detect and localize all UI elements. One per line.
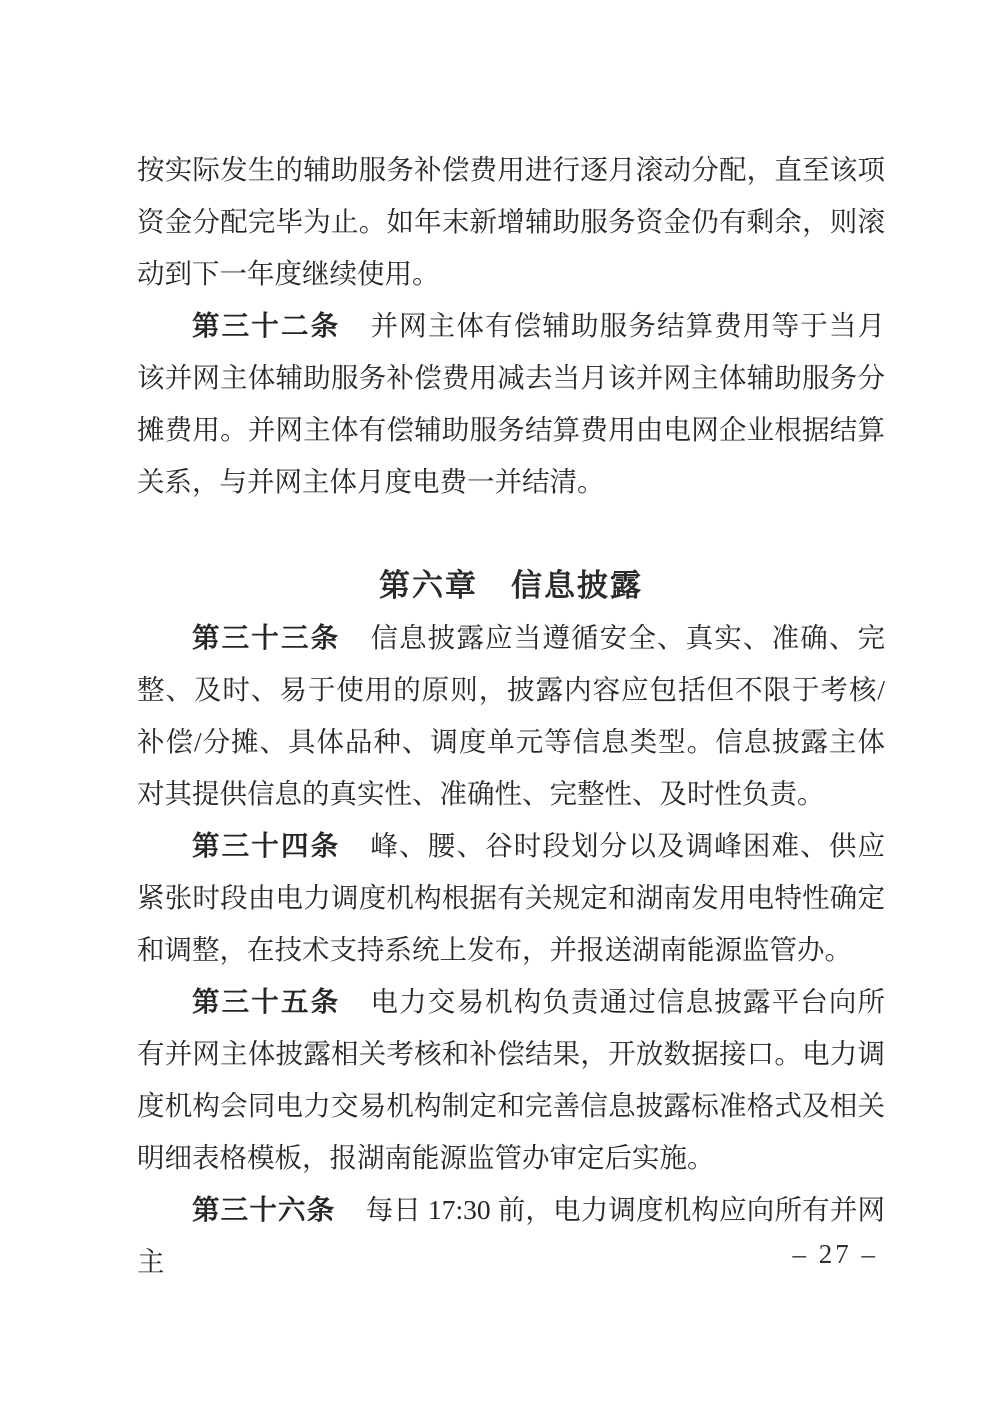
paragraph-text: 电力交易机构负责通过信息披露平台向所有并网主体披露相关考核和补偿结果，开放数据接口。电力调度机构会同电力交易机构制定和完善信息披露标准格式及相关明细表格模板，报湖南能源监管办审定后实施。: [137, 986, 886, 1173]
paragraph-text: 按实际发生的辅助服务补偿费用进行逐月滚动分配，直至该项资金分配完毕为止。如年末新增辅助服务资金仍有剩余，则滚动到下一年度继续使用。: [137, 154, 885, 289]
paragraph: [137, 144, 885, 300]
paragraph: [137, 612, 885, 820]
article-number: 第三十四条: [192, 830, 341, 861]
paragraph-text: 信息披露应当遵循安全、真实、准确、完整、及时、易于使用的原则，披露内容应包括但不限于考核/补偿/分摊、具体品种、调度单元等信息类型。信息披露主体对其提供信息的真实性、准确性、完整性、及时性负责。: [137, 622, 886, 809]
paragraph-text: 并网主体有偿辅助服务结算费用等于当月该并网主体辅助服务补偿费用减去当月该并网主体辅助服务分摊费用。并网主体有偿辅助服务结算费用由电网企业根据结算关系，与并网主体月度电费一并结清。: [137, 310, 886, 497]
paragraph-text: 每日 17:30 前，电力调度机构应向所有并网主: [137, 1194, 886, 1277]
article-number: 第三十二条: [192, 310, 341, 341]
paragraph: [137, 1184, 885, 1288]
article-number: 第三十五条: [192, 986, 341, 1017]
paragraph: [137, 300, 885, 508]
paragraph-text: 峰、腰、谷时段划分以及调峰困难、供应紧张时段由电力调度机构根据有关规定和湖南发用电特性确定和调整，在技术支持系统上发布，并报送湖南能源监管办。: [137, 830, 886, 965]
article-number: 第三十三条: [192, 622, 341, 653]
paragraph: [137, 976, 885, 1184]
paragraph: [137, 820, 885, 976]
chapter-heading: 第六章 信息披露: [379, 568, 643, 603]
page-number: – 27 –: [792, 1239, 878, 1269]
article-number: 第三十六条: [192, 1194, 336, 1225]
document-body: [137, 144, 885, 1288]
